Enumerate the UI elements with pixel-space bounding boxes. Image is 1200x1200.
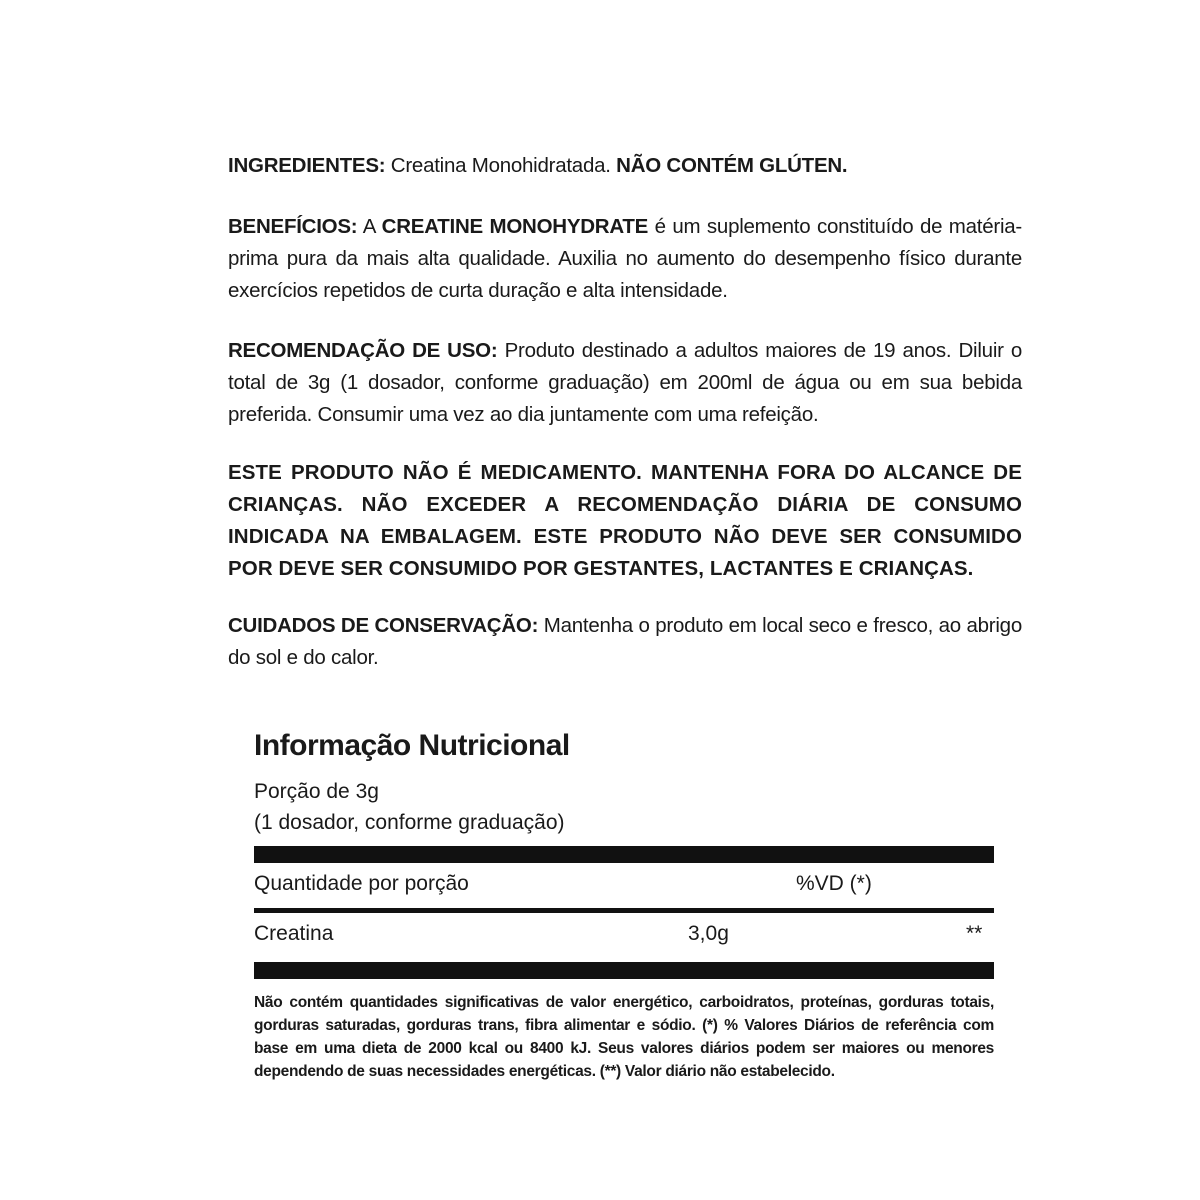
divider-thick-bottom xyxy=(254,962,994,979)
benefits-text-a: A xyxy=(357,215,382,238)
storage-text: Mantenha o produto em local seco e fresco, ao abrigo do sol e do calor. xyxy=(228,614,1022,669)
nutrition-title: Informação Nutricional xyxy=(254,729,570,762)
nutrient-name: Creatina xyxy=(254,922,334,945)
benefits-text-b: é um suplemento constituído de matéria-prima pura da mais alta qualidade. Auxilia no aumento do desempenho físico durante exercícios repetidos de curta duração e alta intensidade. xyxy=(228,215,1022,302)
nutrient-amount: 3,0g xyxy=(688,922,729,945)
storage-section xyxy=(228,610,1022,674)
benefits-label: BENEFÍCIOS: xyxy=(228,215,358,238)
usage-text: Produto destinado a adultos maiores de 19 anos. Diluir o total de 3g (1 dosador, conforme graduação) em 200ml de água ou em sua bebida preferida. Consumir uma vez ao dia juntamente com uma refeição. xyxy=(228,339,1022,426)
portion-note: (1 dosador, conforme graduação) xyxy=(254,811,565,834)
warning-text: ESTE PRODUTO NÃO É MEDICAMENTO. MANTENHA FORA DO ALCANCE DE CRIANÇAS. NÃO EXCEDER A RECOMENDAÇÃO DIÁRIA DE CONSUMO INDICADA NA EMBALAGEM. ESTE PRODUTO NÃO DEVE SER CONSUMIDO POR DEVE SER CONSUMIDO POR GESTANTES, LACTANTES E CRIANÇAS. xyxy=(228,461,1022,580)
nutrient-daily-value: ** xyxy=(966,922,983,945)
usage-label: RECOMENDAÇÃO DE USO: xyxy=(228,339,498,362)
nutrition-facts-panel xyxy=(254,726,994,1083)
warning-section xyxy=(228,457,1022,585)
gluten-warning: NÃO CONTÉM GLÚTEN. xyxy=(616,154,848,177)
ingredients-section xyxy=(228,150,1022,182)
nutrition-footnote: Não contém quantidades significativas de valor energético, carboidratos, proteínas, gorduras totais, gorduras saturadas, gorduras trans, fibra alimentar e sódio. (*) % Valores Diários de referência com base em uma dieta de 2000 kcal ou 8400 kJ. Seus valores diários podem ser maiores ou menores dependendo de suas necessidades energéticas. (**) Valor diário não estabelecido. xyxy=(254,994,994,1080)
product-name: CREATINE MONOHYDRATE xyxy=(381,215,649,238)
ingredients-label: INGREDIENTES: xyxy=(228,154,386,177)
storage-label: CUIDADOS DE CONSERVAÇÃO: xyxy=(228,614,539,637)
portion-size: Porção de 3g xyxy=(254,780,379,803)
ingredients-text: Creatina Monohidratada. xyxy=(385,154,617,177)
nutrition-header-row xyxy=(254,863,994,908)
daily-value-header: %VD (*) xyxy=(796,872,872,895)
divider-thick xyxy=(254,846,994,863)
nutrition-row-creatina xyxy=(254,913,994,958)
benefits-section xyxy=(228,211,1022,307)
usage-recommendation-section xyxy=(228,335,1022,431)
amount-per-serving-header: Quantidade por porção xyxy=(254,872,469,895)
